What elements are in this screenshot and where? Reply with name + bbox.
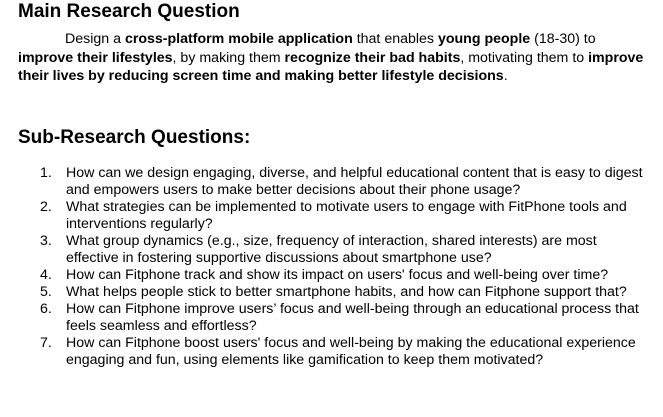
list-item	[0, 335, 663, 369]
main-question-segment-bold: recognize their bad habits	[284, 49, 461, 66]
list-item-number: 3.	[40, 233, 52, 249]
list-item	[0, 233, 663, 267]
list-item-text: How can Fitphone track and show its impact on users' focus and well-being over time?	[66, 267, 609, 283]
list-item	[0, 165, 663, 199]
list-item-text: How can Fitphone boost users' focus and well-being by making the educational experience engaging and fun, using elements like gamification to keep them motivated?	[66, 335, 636, 368]
list-item-text: How can we design engaging, diverse, and helpful educational content that is easy to digest and empowers users to make better decisions about their phone usage?	[66, 165, 643, 198]
sub-research-questions-list	[0, 165, 663, 369]
sub-research-questions-heading: Sub-Research Questions:	[18, 127, 251, 148]
list-item-text: What strategies can be implemented to motivate users to engage with FitPhone tools and interventions regularly?	[66, 199, 627, 232]
list-item-number: 2.	[40, 199, 52, 215]
list-item-number: 5.	[40, 284, 52, 300]
main-question-segment: that enables	[352, 31, 438, 47]
list-item-number: 7.	[40, 335, 52, 351]
list-item-number: 1.	[40, 165, 52, 181]
list-item-number: 4.	[40, 267, 52, 283]
main-question-segment: .	[503, 68, 508, 84]
main-research-question-heading: Main Research Question	[18, 1, 240, 22]
main-research-question-paragraph	[18, 30, 648, 86]
main-question-segment: Design a	[65, 31, 125, 47]
list-item	[0, 301, 663, 335]
list-item	[0, 284, 663, 301]
main-question-segment-bold: improve their lives by reducing screen time and making better lifestyle decisions	[18, 49, 644, 84]
main-question-segment: (18-30) to	[530, 31, 596, 47]
list-item	[0, 267, 663, 284]
list-item-text: How can Fitphone improve users’ focus and well-being through an educational process that feels seamless and effortless?	[66, 301, 639, 334]
main-question-segment: , by making them	[172, 49, 285, 66]
main-question-segment: , motivating them to	[460, 49, 589, 66]
main-question-segment-bold: improve their lifestyles	[18, 49, 173, 66]
list-item	[0, 199, 663, 233]
list-item-text: What group dynamics (e.g., size, frequency of interaction, shared interests) are most effective in fostering supportive discussions about smartphone use?	[66, 233, 597, 266]
main-question-segment-bold: cross-platform mobile application	[124, 31, 353, 47]
main-question-segment-bold: young people	[437, 31, 531, 47]
list-item-text: What helps people stick to better smartphone habits, and how can Fitphone support that?	[66, 284, 627, 300]
list-item-number: 6.	[40, 301, 52, 317]
